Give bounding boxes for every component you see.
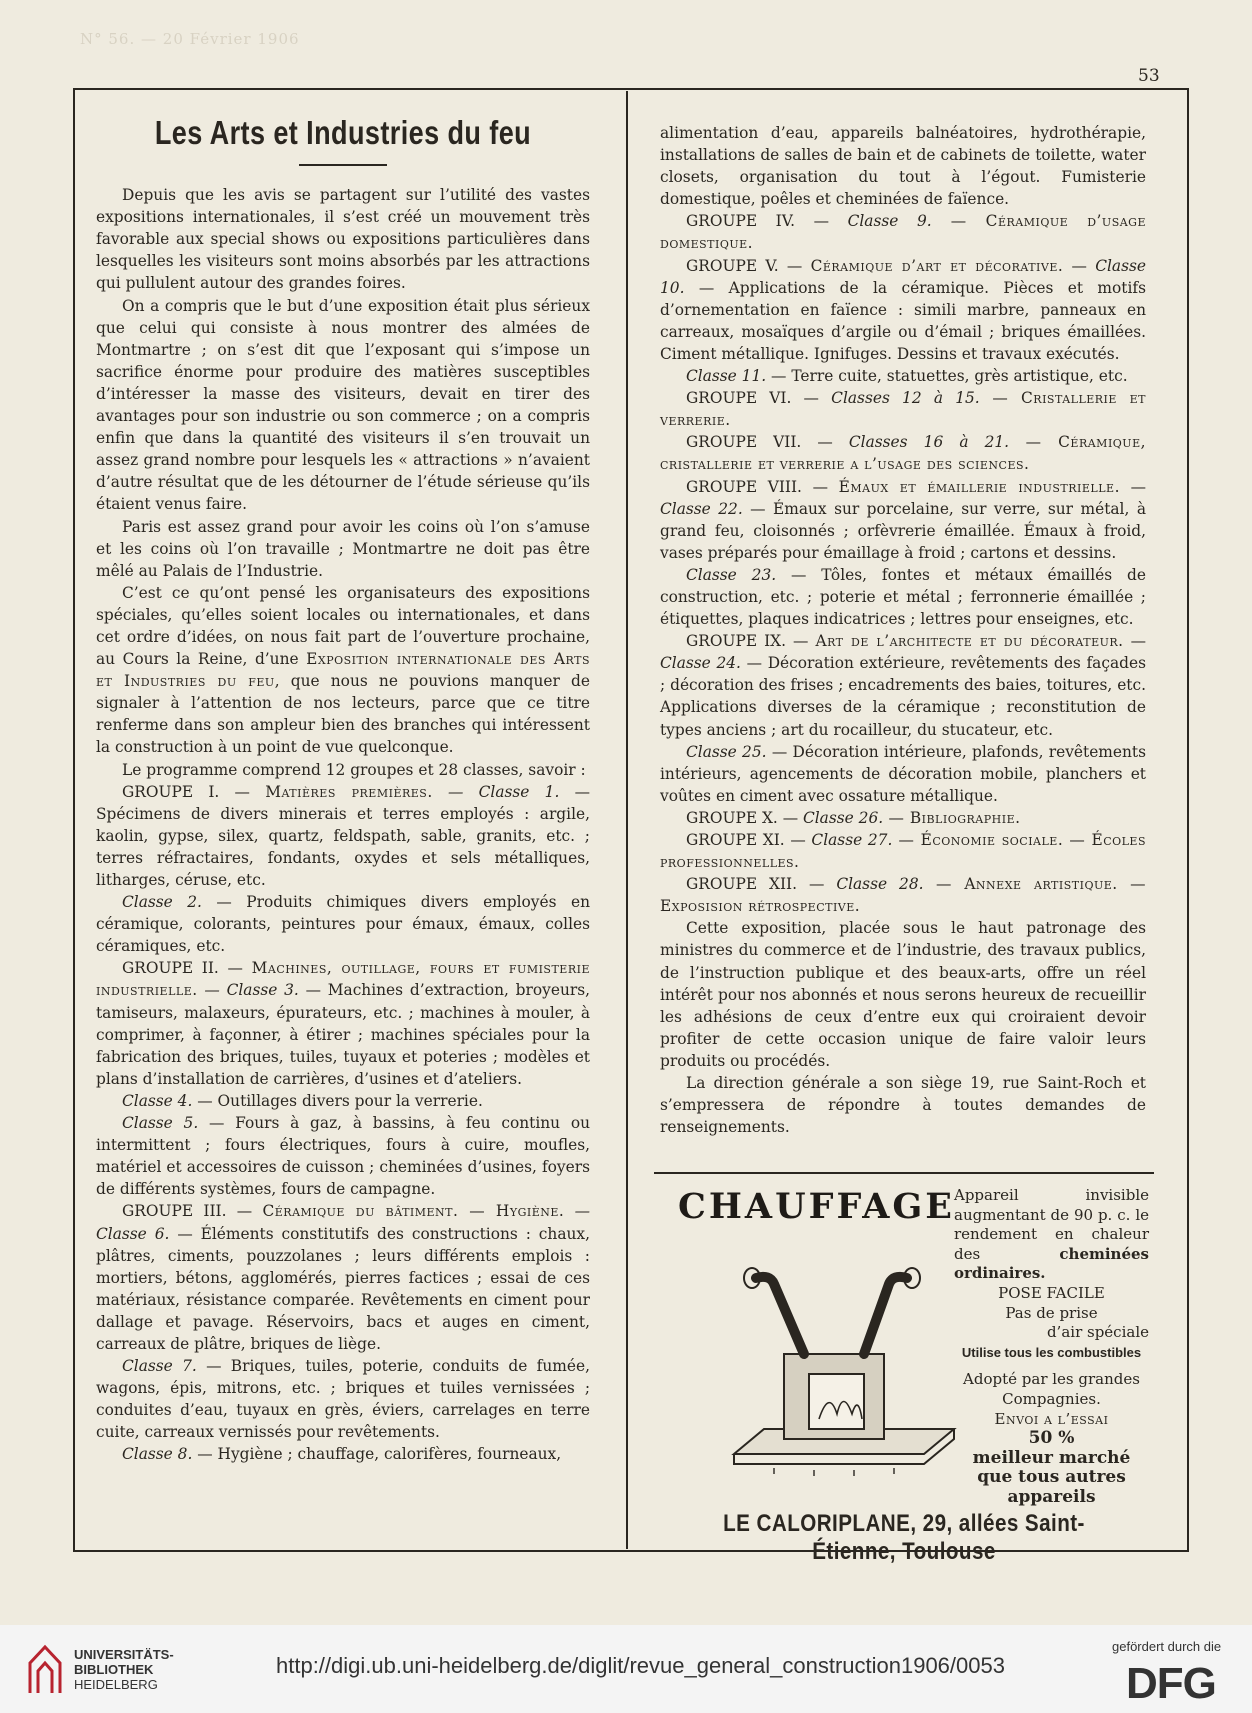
group-entry: GROUPE VIII. — Émaux et émaillerie industrielle. — Classe 22. — Émaux sur porcelaine, sur verre, sur métal, à grand feu, cloisonnés ; orfèvrerie émaillée. Émaux à froid, vases préparés pour émaillage à froid ; cartons et dessins. <box>660 477 1146 562</box>
ad-line: 50 % <box>1028 1428 1075 1449</box>
ad-line: d’air spéciale <box>1046 1323 1149 1342</box>
class-entry: Classe 23. — Tôles, fontes et métaux émaillés de construction, etc. ; poterie et métal ; ferronnerie émaillée ; étiquettes, plaques indicatrices ; lettres pour enseignes, etc. <box>660 565 1146 629</box>
group-entry: GROUPE XI. — Classe 27. — Économie sociale. — Écoles professionnelles. <box>660 831 1147 872</box>
class-entry: Classe 11. — Terre cuite, statuettes, grès artistique, etc. <box>686 367 1128 386</box>
ad-copy <box>954 1186 1149 1508</box>
paragraph: Cette exposition, placée sous le haut patronage des ministres du commerce et de l’industrie, des travaux publics, de l’instruction publique et des beaux-arts, offre un réel intérêt pour nos abonnés et nous serons heureux de recueillir les adhésions de ceux d’entre eux qui croiraient devoir profiter de cette occasion unique de faire valoir leurs produits ou procédés. <box>660 919 1146 1070</box>
source-url[interactable]: http://digi.ub.uni-heidelberg.de/diglit/revue_general_construction1906/0053 <box>276 1653 1005 1678</box>
group-entry: GROUPE III. — Céramique du bâtiment. — Hygiène. — Classe 6. — Éléments constitutifs des constructions : chaux, plâtres, ciments, pouzzolanes ; leurs différents emplois : mortiers, bétons, agglomérés, pierres factices ; essai de ces matériaux, résistance comparée. Revêtements en ciment pour dallage et pavage. Réservoirs, bacs et auges en ciment, carreaux de plâtre, briques de liège. <box>96 1202 590 1353</box>
left-column <box>96 110 590 1466</box>
group-entry: GROUPE X. — Classe 26. — Bibliographie. <box>686 808 1021 827</box>
ad-line: Envoi a l’essai <box>994 1409 1109 1428</box>
paragraph: Paris est assez grand pour avoir les coins où l’on s’amuse et les coins où l’on travaille ; Montmartre ne doit pas être mêlé au Palais de l’Industrie. <box>96 517 590 580</box>
group-entry: GROUPE IV. — Classe 9. — Céramique d’usage domestique. <box>660 212 1147 253</box>
page-number: 53 <box>1138 66 1160 86</box>
group-entry: GROUPE IX. — Art de l’architecte et du décorateur. — Classe 24. — Décoration extérieure, revêtements des façades ; décoration des frises ; encadrements des baies, toitures, etc. Applications diverses de la céramique ; reconstitution de types anciens ; art du rocailleur, du stucateur, etc. <box>660 632 1146 739</box>
paragraph: Le programme comprend 12 groupes et 28 classes, savoir : <box>122 760 586 779</box>
class-entry: Classe 5. — Fours à gaz, à bassins, à feu continu ou intermittent ; fours électriques, fours à cuire, moufles, matériel et accessoires de cuisson ; cheminées d’usines, foyers de différents systèmes, fours de campagne. <box>96 1114 590 1199</box>
library-name: UNIVERSITÄTS- BIBLIOTHEK HEIDELBERG <box>74 1647 174 1692</box>
group-entry: GROUPE XII. — Classe 28. — Annexe artistique. — Exposision rétrospective. <box>660 875 1147 916</box>
viewer-footer <box>0 1625 1252 1713</box>
column-divider <box>626 91 628 1549</box>
paragraph: alimentation d’eau, appareils balnéatoires, hydrothérapie, installations de salles de bain et de cabinets de toilette, water closets, organisation du tout à l’égout. Fumisterie domestique, poêles et cheminées de faïence. <box>660 124 1146 209</box>
group-entry: GROUPE V. — Céramique d’art et décorative. — Classe 10. — Applications de la céramique. Pièces et motifs d’ornementation en faïence : simili marbre, panneaux en carreaux, mosaïques d’argile ou d’émail ; briques émaillées. Ciment métallique. Ignifuges. Dessins et travaux exécutés. <box>660 256 1146 363</box>
ad-line: Adopté par les grandes Compagnies. <box>963 1370 1140 1408</box>
paragraph: C’est ce qu’ont pensé les organisateurs des expositions spéciales, qu’elles soient locales ou internationales, et dans cet ordre d’idées, on nous fait part de l’ouverture prochaine, au Cours la Reine, d’une Exposition internationale des Arts et Industries du feu, que nous ne pouvions manquer de signaler à l’attention de nos lecteurs, parce que ce titre renferme dans son ampleur bien des branches qui intéressent la construction à un point de vue quelconque. <box>96 583 590 757</box>
ad-line: POSE FACILE <box>998 1283 1105 1302</box>
group-entry: GROUPE I. — Matières premières. — Classe 1. — Spécimens de divers minerais et terres employés : argile, kaolin, gypse, silex, quartz, feldspath, sable, granits, etc. ; terres réfractaires, fondants, oxydes et sels métalliques, litharges, céruse, etc. <box>96 782 590 889</box>
ad-footer: LE CALORIPLANE, 29, allées Saint-Étienne, Toulouse <box>723 1510 1085 1565</box>
article-title: Les Arts et Industries du feu <box>154 114 532 151</box>
class-entry: Classe 25. — Décoration intérieure, plafonds, revêtements intérieurs, agencements de décoration mobile, planchers et voûtes en ciment avec ossature métallique. <box>660 742 1147 805</box>
title-rule <box>299 164 387 166</box>
heater-illustration-icon <box>714 1244 964 1484</box>
university-library-logo-icon <box>26 1641 64 1697</box>
class-entry: Classe 7. — Briques, tuiles, poterie, conduits de fumée, wagons, épis, mitrons, etc. ; briques et tuiles vernissées ; conduites d’eau, tuyaux en grès, éviers, carrelages en terre cuite, carreaux vernissés pour revêtements. <box>96 1357 590 1442</box>
group-entry: GROUPE II. — Machines, outillage, fours et fumisterie industrielle. — Classe 3. — Machines d’extraction, broyeurs, tamiseurs, malaxeurs, épurateurs, etc. ; machines à mouler, à comprimer, à façonner, à étirer ; machines spéciales pour la fabrication des briques, tuiles, tuyaux et poteries ; modèles et plans d’installation de carrières, d’usines et d’ateliers. <box>96 959 591 1088</box>
paragraph: On a compris que le but d’une exposition était plus sérieux que celui qui consiste à nous montrer des almées de Montmartre ; on s’est dit que l’exposant qui s’impose un sacrifice énorme pour produire des matières susceptibles d’intéresser la masse des visiteurs, devait en tirer des avantages pour son industrie ou son commerce ; on a compris enfin que dans la quantité des visiteurs il s’en trouvait un assez grand nombre pour lesquels les « attractions » n’avaient d’autre résultat que de les détourner de l’étude sérieuse qu’ils étaient venus faire. <box>96 296 590 514</box>
class-entry: Classe 8. — Hygiène ; chauffage, calorifères, fourneaux, <box>122 1445 562 1464</box>
ad-line: Appareil invisible augmentant de 90 p. c. le rendement en chaleur des cheminées ordinaires. <box>954 1186 1149 1283</box>
funding-label: gefördert durch die <box>1112 1639 1222 1654</box>
advertisement <box>654 1172 1154 1565</box>
group-entry: GROUPE VI. — Classes 12 à 15. — Cristallerie et verrerie. <box>660 389 1147 430</box>
paragraph: Depuis que les avis se partagent sur l’utilité des vastes expositions internationales, il s’est créé un mouvement très favorable aux special shows ou expositions particulières dans lesquelles les visiteurs sont moins absorbés par les attractions qui pullulent autour des grandes foires. <box>96 186 590 293</box>
class-entry: Classe 2. — Produits chimiques divers employés en céramique, colorants, peintures pour émaux, émaux, colles céramiques, etc. <box>96 893 591 956</box>
ad-line: Pas de prise <box>1005 1303 1098 1322</box>
ad-line: meilleur marché que tous autres appareils <box>972 1447 1131 1507</box>
right-column <box>660 122 1146 1138</box>
ad-line: Utilise tous les combustibles <box>961 1344 1142 1360</box>
dfg-logo: DFG <box>1126 1659 1216 1708</box>
group-entry: GROUPE VII. — Classes 16 à 21. — Céramique, cristallerie et verrerie a l’usage des sciences. <box>660 433 1146 474</box>
bleed-through-header: N° 56. — 20 Février 1906 <box>80 30 300 48</box>
ad-title: CHAUFFAGE <box>678 1186 955 1227</box>
class-entry: Classe 4. — Outillages divers pour la verrerie. <box>122 1091 483 1110</box>
paragraph: La direction générale a son siège 19, rue Saint-Roch et s’empressera de répondre à toutes demandes de renseignements. <box>660 1074 1146 1137</box>
